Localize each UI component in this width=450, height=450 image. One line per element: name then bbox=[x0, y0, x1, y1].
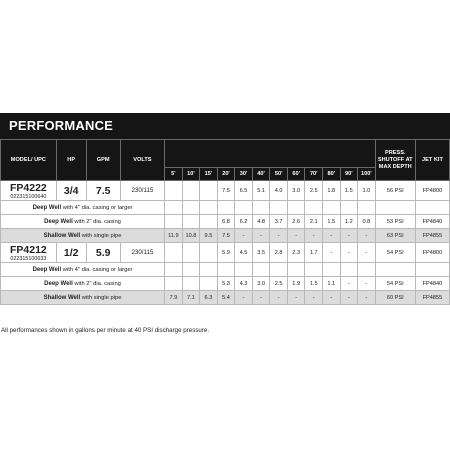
gpm-value-cell bbox=[340, 263, 358, 277]
well-type-label bbox=[1, 263, 165, 277]
performance-sheet bbox=[0, 113, 450, 305]
model-name: FP4212 bbox=[9, 244, 47, 256]
gpm-cell: 5.9 bbox=[86, 243, 120, 263]
shutoff-cell bbox=[375, 201, 415, 215]
depth-header-cell: 90' bbox=[340, 168, 358, 181]
gpm-value-cell: - bbox=[358, 229, 376, 243]
gpm-value-cell: 1.7 bbox=[305, 243, 323, 263]
gpm-value-cell: 5.4 bbox=[217, 291, 235, 305]
well-type-label bbox=[1, 229, 165, 243]
gpm-value-cell: 4.5 bbox=[235, 243, 253, 263]
hp-cell: 3/4 bbox=[56, 181, 86, 201]
col-header-volts: VOLTS bbox=[120, 140, 164, 181]
table-row bbox=[1, 201, 450, 215]
jet-kit-cell: FP4800 bbox=[415, 181, 449, 201]
shutoff-cell bbox=[375, 263, 415, 277]
gpm-value-cell: - bbox=[340, 291, 358, 305]
gpm-value-cell: 3.5 bbox=[252, 243, 270, 263]
footnote: All performances shown in gallons per minute at 40 PSI discharge pressure. bbox=[1, 327, 210, 334]
gpm-value-cell bbox=[165, 243, 183, 263]
volts-cell: 230/115 bbox=[120, 181, 164, 201]
well-type-detail: with 4" dia. casing or larger bbox=[61, 266, 133, 273]
well-type-detail: with 4" dia. casing or larger bbox=[61, 204, 133, 211]
gpm-value-cell: 1.0 bbox=[358, 181, 376, 201]
gpm-value-cell: 6.5 bbox=[235, 181, 253, 201]
depth-header-cell: 40' bbox=[252, 168, 270, 181]
gpm-value-cell: 7.5 bbox=[217, 181, 235, 201]
gpm-value-cell bbox=[217, 263, 235, 277]
table-row bbox=[1, 229, 450, 243]
gpm-value-cell bbox=[200, 181, 218, 201]
well-type-label bbox=[1, 291, 165, 305]
gpm-value-cell: - bbox=[252, 291, 270, 305]
gpm-value-cell: - bbox=[252, 229, 270, 243]
gpm-value-cell bbox=[323, 201, 341, 215]
depth-header-cell: 20' bbox=[217, 168, 235, 181]
gpm-value-cell: - bbox=[358, 243, 376, 263]
depth-header-cell: 30' bbox=[235, 168, 253, 181]
depth-header-cell: 100' bbox=[358, 168, 376, 181]
jet-kit-cell: FP4840 bbox=[415, 215, 449, 229]
gpm-value-cell: - bbox=[270, 229, 288, 243]
gpm-value-cell bbox=[305, 263, 323, 277]
model-name: FP4222 bbox=[9, 182, 47, 194]
gpm-value-cell bbox=[200, 243, 218, 263]
well-type-name: Shallow Well bbox=[43, 232, 81, 239]
gpm-value-cell bbox=[182, 181, 200, 201]
depth-header-cell: 80' bbox=[323, 168, 341, 181]
gpm-value-cell bbox=[252, 263, 270, 277]
gpm-value-cell bbox=[182, 243, 200, 263]
gpm-value-cell bbox=[323, 263, 341, 277]
gpm-value-cell: - bbox=[323, 291, 341, 305]
gpm-value-cell: - bbox=[340, 243, 358, 263]
depth-header-cell: 5' bbox=[165, 168, 183, 181]
header-row bbox=[1, 140, 450, 168]
well-type-detail: with 2" dia. casing bbox=[72, 280, 121, 287]
gpm-value-cell: 10.8 bbox=[182, 229, 200, 243]
gpm-value-cell: 4.3 bbox=[235, 277, 253, 291]
gpm-value-cell: 11.9 bbox=[165, 229, 183, 243]
gpm-value-cell: 5.1 bbox=[252, 181, 270, 201]
performance-body bbox=[1, 181, 450, 305]
gpm-value-cell bbox=[165, 263, 183, 277]
model-cell bbox=[1, 243, 57, 263]
well-type-name: Deep Well bbox=[32, 266, 62, 273]
well-type-name: Deep Well bbox=[32, 204, 62, 211]
gpm-value-cell bbox=[358, 201, 376, 215]
table-row bbox=[1, 263, 450, 277]
jet-kit-cell: FP4855 bbox=[415, 291, 449, 305]
well-type-name: Deep Well bbox=[44, 280, 73, 287]
shutoff-cell: 56 PSI bbox=[375, 181, 415, 201]
gpm-value-cell: - bbox=[287, 229, 305, 243]
gpm-value-cell: 2.3 bbox=[287, 243, 305, 263]
gpm-value-cell bbox=[182, 263, 200, 277]
shutoff-cell: 54 PSI bbox=[375, 277, 415, 291]
gpm-value-cell: 2.5 bbox=[305, 181, 323, 201]
gpm-value-cell: 1.5 bbox=[305, 277, 323, 291]
table-row bbox=[1, 181, 450, 201]
gpm-value-cell bbox=[270, 201, 288, 215]
gpm-value-cell: 2.5 bbox=[270, 277, 288, 291]
jet-kit-cell: FP4840 bbox=[415, 277, 449, 291]
gpm-value-cell: 3.7 bbox=[270, 215, 288, 229]
gpm-value-cell: 6.8 bbox=[217, 215, 235, 229]
well-type-label bbox=[1, 277, 165, 291]
gpm-value-cell bbox=[305, 201, 323, 215]
gpm-value-cell: 7.1 bbox=[182, 291, 200, 305]
gpm-value-cell bbox=[200, 201, 218, 215]
well-type-detail: with single pipe bbox=[80, 232, 122, 239]
gpm-value-cell bbox=[165, 181, 183, 201]
gpm-value-cell: 4.8 bbox=[252, 215, 270, 229]
gpm-value-cell bbox=[200, 215, 218, 229]
gpm-value-cell bbox=[235, 263, 253, 277]
gpm-value-cell: - bbox=[358, 291, 376, 305]
well-type-label bbox=[1, 215, 165, 229]
table-row bbox=[1, 277, 450, 291]
well-type-detail: with 2" dia. casing bbox=[72, 218, 121, 225]
gpm-value-cell: 2.6 bbox=[287, 215, 305, 229]
gpm-value-cell: 1.5 bbox=[323, 215, 341, 229]
section-title: PERFORMANCE bbox=[0, 113, 450, 139]
gpm-value-cell: - bbox=[287, 291, 305, 305]
depth-header-cell: 10' bbox=[182, 168, 200, 181]
gpm-value-cell: 3.0 bbox=[252, 277, 270, 291]
gpm-value-cell: 6.3 bbox=[200, 291, 218, 305]
jet-kit-cell: FP4855 bbox=[415, 229, 449, 243]
gpm-value-cell: 7.5 bbox=[217, 229, 235, 243]
gpm-value-cell: - bbox=[340, 229, 358, 243]
col-header-hp: HP bbox=[56, 140, 86, 181]
gpm-value-cell bbox=[235, 201, 253, 215]
gpm-value-cell: 9.5 bbox=[200, 229, 218, 243]
col-header-jet-kit: JET KIT bbox=[415, 140, 449, 181]
table-row bbox=[1, 291, 450, 305]
gpm-value-cell: - bbox=[340, 277, 358, 291]
gpm-value-cell bbox=[200, 277, 218, 291]
gpm-value-cell: 2.1 bbox=[305, 215, 323, 229]
gpm-value-cell: - bbox=[235, 291, 253, 305]
hp-cell: 1/2 bbox=[56, 243, 86, 263]
well-type-name: Deep Well bbox=[44, 218, 73, 225]
gpm-value-cell: 1.9 bbox=[287, 277, 305, 291]
model-cell bbox=[1, 181, 57, 201]
gpm-value-cell bbox=[340, 201, 358, 215]
gpm-value-cell: - bbox=[323, 229, 341, 243]
gpm-value-cell: - bbox=[358, 277, 376, 291]
gpm-value-cell: 1.1 bbox=[323, 277, 341, 291]
gpm-value-cell: 2.8 bbox=[270, 243, 288, 263]
col-header-shutoff: PRESS. SHUTOFF AT MAX DEPTH bbox=[375, 140, 415, 181]
gpm-value-cell: 0.8 bbox=[358, 215, 376, 229]
model-upc: 022315100633 bbox=[10, 256, 47, 262]
well-type-detail: with single pipe bbox=[80, 294, 122, 301]
volts-cell: 230/115 bbox=[120, 243, 164, 263]
table-row bbox=[1, 243, 450, 263]
gpm-value-cell: 1.2 bbox=[340, 215, 358, 229]
gpm-value-cell: 5.3 bbox=[217, 277, 235, 291]
gpm-value-cell bbox=[287, 201, 305, 215]
gpm-value-cell bbox=[358, 263, 376, 277]
shutoff-cell: 53 PSI bbox=[375, 215, 415, 229]
gpm-value-cell: 1.8 bbox=[323, 181, 341, 201]
gpm-value-cell bbox=[182, 201, 200, 215]
gpm-value-cell bbox=[165, 277, 183, 291]
gpm-value-cell bbox=[217, 201, 235, 215]
gpm-value-cell: 4.0 bbox=[270, 181, 288, 201]
col-header-gpm: GPM bbox=[86, 140, 120, 181]
well-type-label bbox=[1, 201, 165, 215]
gpm-value-cell: 6.2 bbox=[235, 215, 253, 229]
depth-header-cell: 70' bbox=[305, 168, 323, 181]
gpm-value-cell: 1.5 bbox=[340, 181, 358, 201]
model-upc: 022315100640 bbox=[10, 194, 47, 200]
gpm-value-cell: - bbox=[235, 229, 253, 243]
gpm-value-cell bbox=[270, 263, 288, 277]
gpm-value-cell: - bbox=[305, 291, 323, 305]
col-header-model: MODEL/ UPC bbox=[1, 140, 57, 181]
depth-header-cell: 15' bbox=[200, 168, 218, 181]
gpm-cell: 7.5 bbox=[86, 181, 120, 201]
gpm-value-cell: 3.0 bbox=[287, 181, 305, 201]
jet-kit-cell bbox=[415, 263, 449, 277]
gpm-value-cell bbox=[182, 277, 200, 291]
depth-header-cell: 60' bbox=[287, 168, 305, 181]
shutoff-cell: 60 PSI bbox=[375, 291, 415, 305]
gpm-value-cell: - bbox=[305, 229, 323, 243]
gpm-value-cell: 5.9 bbox=[217, 243, 235, 263]
well-type-name: Shallow Well bbox=[43, 294, 81, 301]
shutoff-cell: 54 PSI bbox=[375, 243, 415, 263]
gpm-value-cell bbox=[165, 215, 183, 229]
depth-header-spacer bbox=[165, 140, 376, 168]
jet-kit-cell bbox=[415, 201, 449, 215]
jet-kit-cell: FP4800 bbox=[415, 243, 449, 263]
gpm-value-cell bbox=[200, 263, 218, 277]
gpm-value-cell: 7.9 bbox=[165, 291, 183, 305]
gpm-value-cell bbox=[182, 215, 200, 229]
table-row bbox=[1, 215, 450, 229]
gpm-value-cell bbox=[165, 201, 183, 215]
depth-header-cell: 50' bbox=[270, 168, 288, 181]
gpm-value-cell bbox=[287, 263, 305, 277]
performance-table bbox=[0, 139, 450, 305]
gpm-value-cell: - bbox=[323, 243, 341, 263]
shutoff-cell: 63 PSI bbox=[375, 229, 415, 243]
gpm-value-cell bbox=[252, 201, 270, 215]
gpm-value-cell: - bbox=[270, 291, 288, 305]
